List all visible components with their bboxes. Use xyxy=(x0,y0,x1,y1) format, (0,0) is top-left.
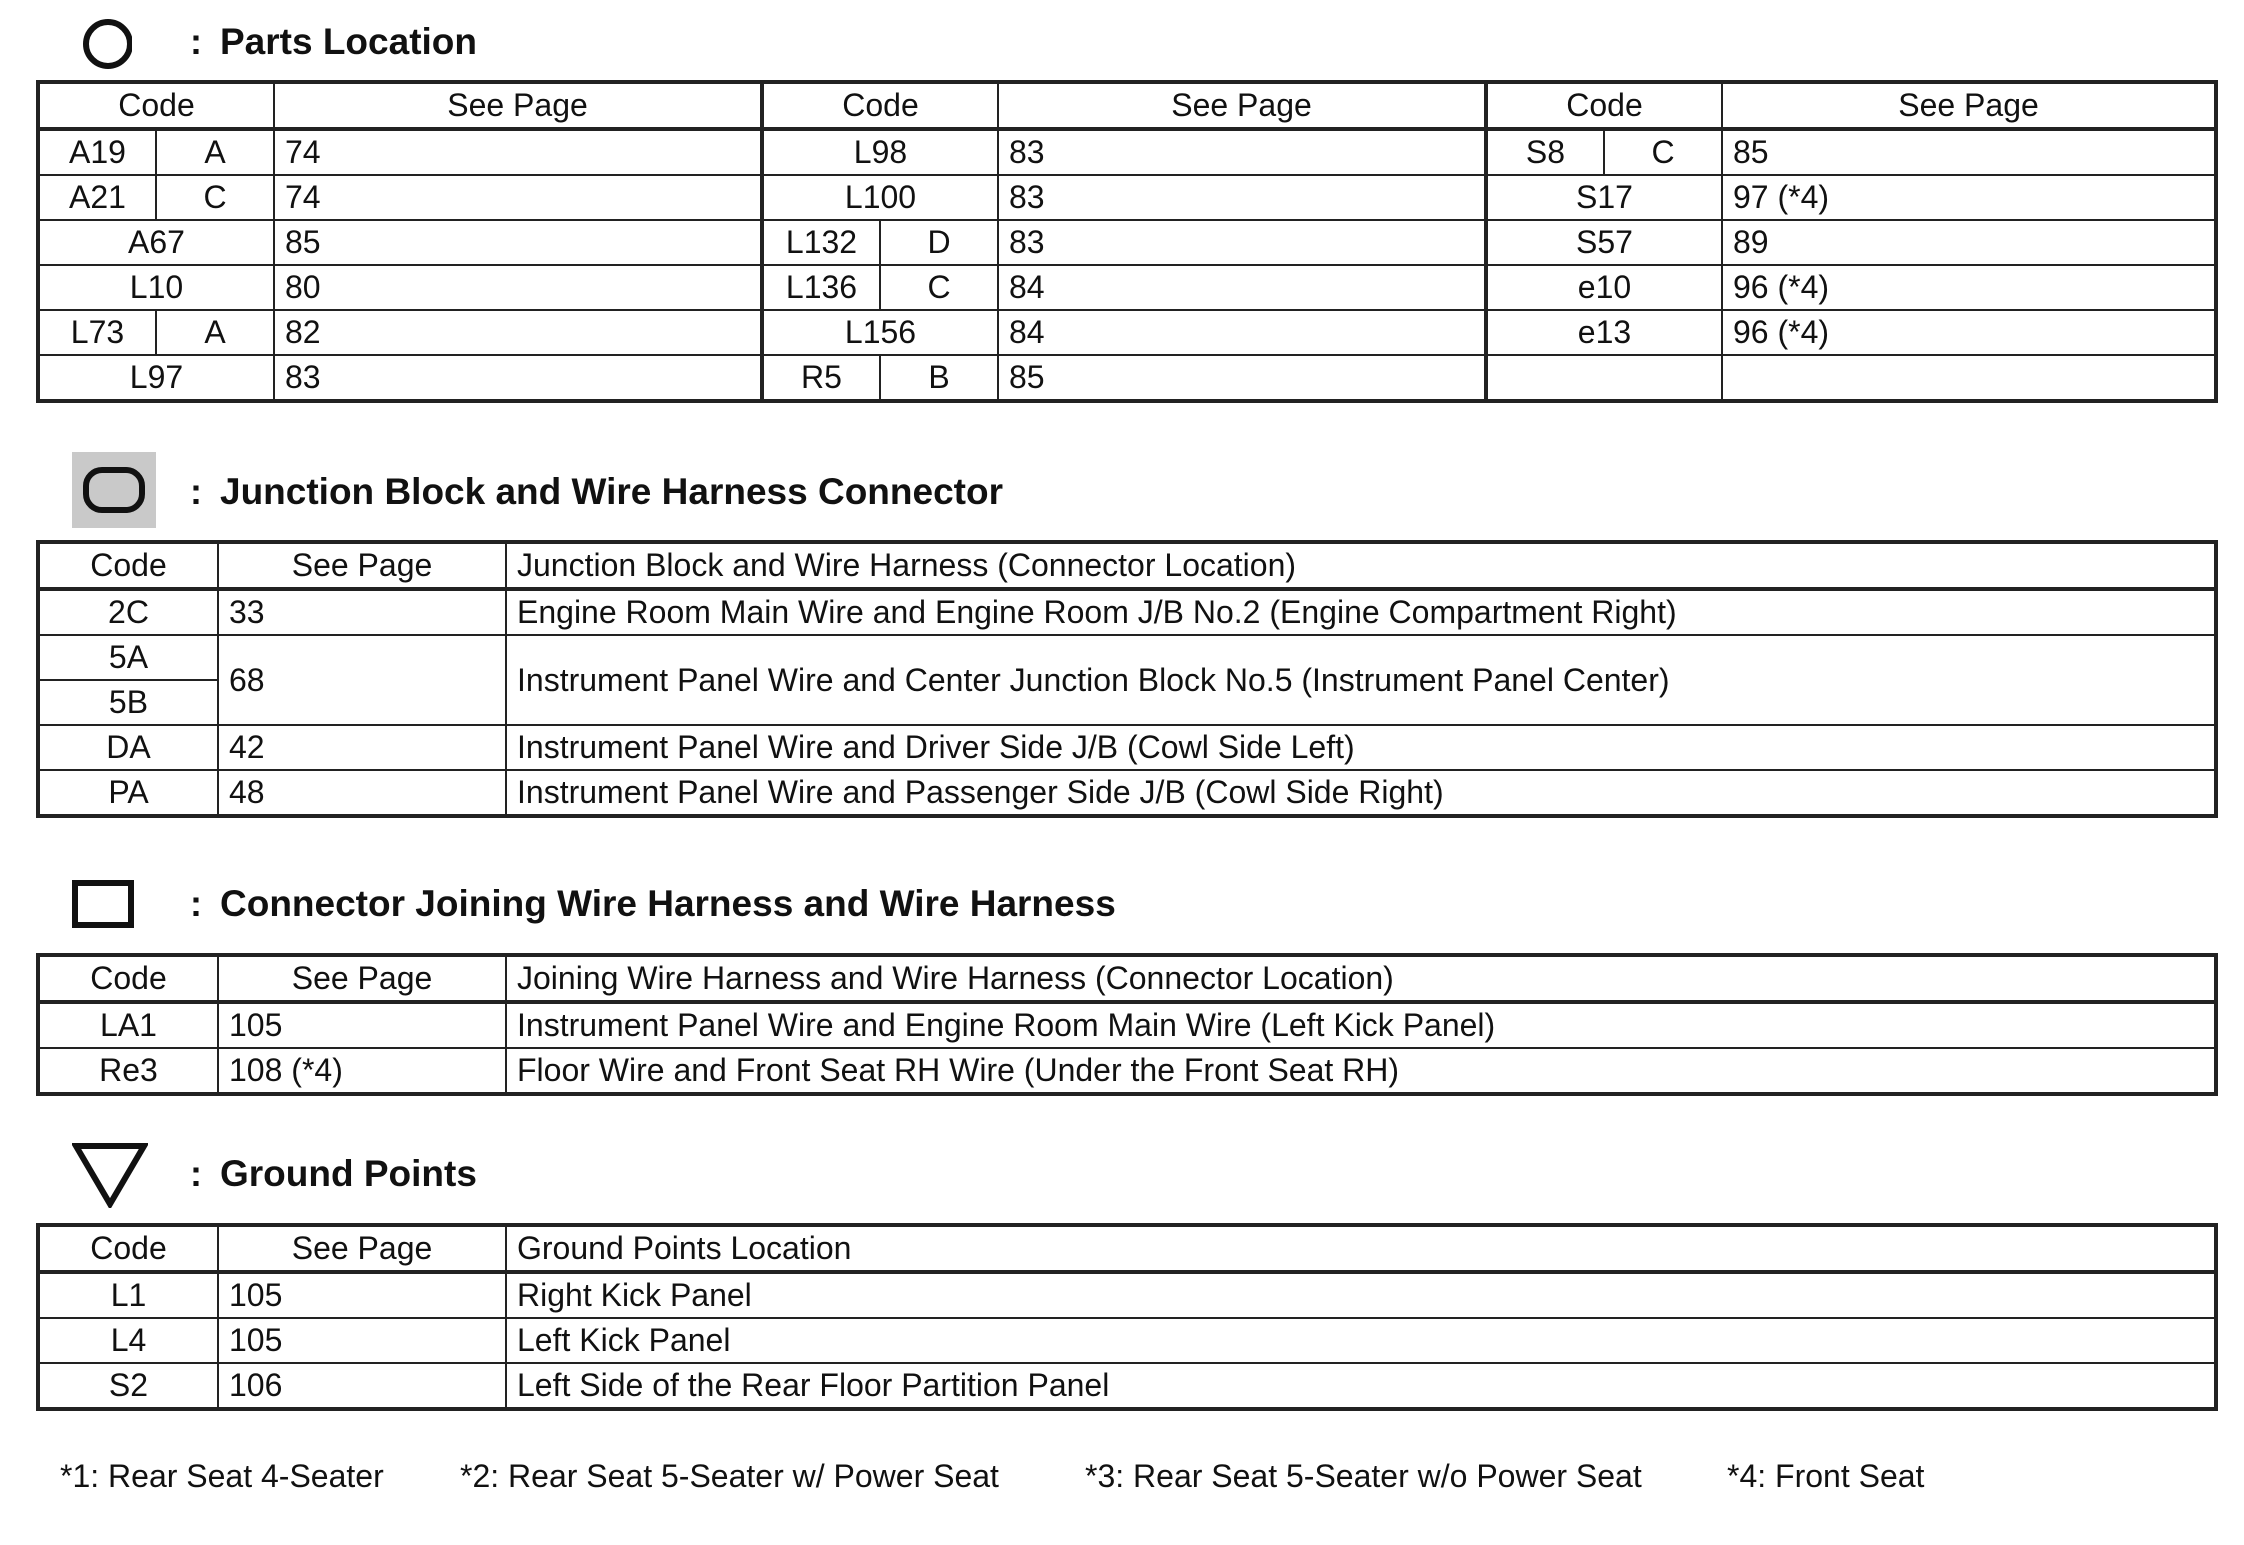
sub-code-cell: A xyxy=(156,129,274,175)
page-cell: 48 xyxy=(218,770,506,816)
header-description: Ground Points Location xyxy=(506,1225,2216,1272)
code-cell: L156 xyxy=(762,310,998,355)
page-cell xyxy=(1722,355,2216,401)
code-cell: L4 xyxy=(38,1318,218,1363)
heading-colon: : xyxy=(190,21,202,62)
footnote: *1: Rear Seat 4-Seater xyxy=(60,1458,384,1494)
code-cell: L98 xyxy=(762,129,998,175)
table-header xyxy=(38,955,2216,1002)
heading-colon: : xyxy=(190,471,202,512)
table-row xyxy=(38,770,2216,816)
page-cell: 80 xyxy=(274,265,762,310)
page-cell: 105 xyxy=(218,1318,506,1363)
table-row xyxy=(38,310,2216,355)
description-cell: Engine Room Main Wire and Engine Room J/B No.2 (Engine Compartment Right) xyxy=(506,589,2216,635)
footnote: *3: Rear Seat 5-Seater w/o Power Seat xyxy=(1085,1458,1642,1494)
header-code: Code xyxy=(1486,82,1722,129)
table-row xyxy=(38,1002,2216,1048)
code-cell: 2C xyxy=(38,589,218,635)
page-cell: 82 xyxy=(274,310,762,355)
description-cell: Floor Wire and Front Seat RH Wire (Under the Front Seat RH) xyxy=(506,1048,2216,1094)
header-code: Code xyxy=(762,82,998,129)
connector-joining-table xyxy=(36,953,2218,1096)
code-cell: Re3 xyxy=(38,1048,218,1094)
table-row xyxy=(38,1048,2216,1094)
code-cell: DA xyxy=(38,725,218,770)
footnotes xyxy=(60,1458,1924,1495)
junction-block-heading xyxy=(0,452,1003,532)
page-cell: 68 xyxy=(218,635,506,725)
table-row xyxy=(38,725,2216,770)
page-cell: 96 (*4) xyxy=(1722,310,2216,355)
heading-colon: : xyxy=(190,883,202,924)
page-cell: 83 xyxy=(274,355,762,401)
page-cell: 74 xyxy=(274,175,762,220)
code-cell: L132 xyxy=(762,220,880,265)
table-row xyxy=(38,175,2216,220)
page-cell: 85 xyxy=(998,355,1486,401)
page-cell: 89 xyxy=(1722,220,2216,265)
page-cell: 33 xyxy=(218,589,506,635)
table-row xyxy=(38,1318,2216,1363)
code-cell: e10 xyxy=(1486,265,1722,310)
page-cell: 96 (*4) xyxy=(1722,265,2216,310)
page-cell: 83 xyxy=(998,175,1486,220)
header-description: Junction Block and Wire Harness (Connector Location) xyxy=(506,542,2216,589)
description-cell: Instrument Panel Wire and Center Junction Block No.5 (Instrument Panel Center) xyxy=(506,635,2216,725)
code-cell: A67 xyxy=(38,220,274,265)
page-cell: 85 xyxy=(274,220,762,265)
connector-joining-heading xyxy=(0,864,1116,944)
table-row xyxy=(38,220,2216,265)
sub-code-cell: C xyxy=(880,265,998,310)
section-title: Junction Block and Wire Harness Connector xyxy=(220,471,1003,512)
code-cell: e13 xyxy=(1486,310,1722,355)
page-cell: 74 xyxy=(274,129,762,175)
description-cell: Left Side of the Rear Floor Partition Panel xyxy=(506,1363,2216,1409)
header-description: Joining Wire Harness and Wire Harness (Connector Location) xyxy=(506,955,2216,1002)
code-cell xyxy=(1486,355,1722,401)
table-row xyxy=(38,129,2216,175)
page-cell: 83 xyxy=(998,129,1486,175)
heading-colon: : xyxy=(190,1153,202,1194)
sub-code-cell: B xyxy=(880,355,998,401)
table-row xyxy=(38,635,2216,680)
table-row xyxy=(38,355,2216,401)
code-cell: L10 xyxy=(38,265,274,310)
header-see-page: See Page xyxy=(218,955,506,1002)
page-cell: 106 xyxy=(218,1363,506,1409)
code-cell: S8 xyxy=(1486,129,1604,175)
table-row xyxy=(38,1363,2216,1409)
header-see-page: See Page xyxy=(218,542,506,589)
parts-location-table xyxy=(36,80,2218,403)
parts-location-heading xyxy=(0,2,477,82)
page-cell: 83 xyxy=(998,220,1486,265)
code-cell: S57 xyxy=(1486,220,1722,265)
code-cell: L1 xyxy=(38,1272,218,1318)
description-cell: Left Kick Panel xyxy=(506,1318,2216,1363)
code-cell: A21 xyxy=(38,175,156,220)
description-cell: Right Kick Panel xyxy=(506,1272,2216,1318)
page-cell: 85 xyxy=(1722,129,2216,175)
page-cell: 97 (*4) xyxy=(1722,175,2216,220)
page-cell: 42 xyxy=(218,725,506,770)
table-header xyxy=(38,1225,2216,1272)
table-row xyxy=(38,265,2216,310)
page-cell: 105 xyxy=(218,1272,506,1318)
description-cell: Instrument Panel Wire and Engine Room Main Wire (Left Kick Panel) xyxy=(506,1002,2216,1048)
table-row xyxy=(38,589,2216,635)
ground-points-table xyxy=(36,1223,2218,1411)
page-cell: 108 (*4) xyxy=(218,1048,506,1094)
table-header xyxy=(38,542,2216,589)
code-cell: PA xyxy=(38,770,218,816)
header-code: Code xyxy=(38,1225,218,1272)
code-cell: R5 xyxy=(762,355,880,401)
code-cell: A19 xyxy=(38,129,156,175)
section-title: Connector Joining Wire Harness and Wire Harness xyxy=(220,883,1116,924)
section-title: Parts Location xyxy=(220,21,477,62)
code-cell: L97 xyxy=(38,355,274,401)
description-cell: Instrument Panel Wire and Driver Side J/B (Cowl Side Left) xyxy=(506,725,2216,770)
header-see-page: See Page xyxy=(274,82,762,129)
junction-block-table xyxy=(36,540,2218,818)
code-cell: S2 xyxy=(38,1363,218,1409)
table-row xyxy=(38,1272,2216,1318)
code-cell: L73 xyxy=(38,310,156,355)
sub-code-cell: C xyxy=(156,175,274,220)
code-cell: 5B xyxy=(38,680,218,725)
sub-code-cell: D xyxy=(880,220,998,265)
header-code: Code xyxy=(38,542,218,589)
page-cell: 105 xyxy=(218,1002,506,1048)
sub-code-cell: A xyxy=(156,310,274,355)
header-see-page: See Page xyxy=(998,82,1486,129)
code-cell: S17 xyxy=(1486,175,1722,220)
footnote: *2: Rear Seat 5-Seater w/ Power Seat xyxy=(460,1458,999,1494)
table-header xyxy=(38,82,2216,129)
page-cell: 84 xyxy=(998,310,1486,355)
description-cell: Instrument Panel Wire and Passenger Side J/B (Cowl Side Right) xyxy=(506,770,2216,816)
code-cell: LA1 xyxy=(38,1002,218,1048)
code-cell: L136 xyxy=(762,265,880,310)
code-cell: L100 xyxy=(762,175,998,220)
header-see-page: See Page xyxy=(218,1225,506,1272)
header-code: Code xyxy=(38,82,274,129)
ground-points-heading xyxy=(0,1134,477,1214)
section-title: Ground Points xyxy=(220,1153,477,1194)
header-see-page: See Page xyxy=(1722,82,2216,129)
page-cell: 84 xyxy=(998,265,1486,310)
header-code: Code xyxy=(38,955,218,1002)
code-cell: 5A xyxy=(38,635,218,680)
footnote: *4: Front Seat xyxy=(1727,1458,1925,1494)
sub-code-cell: C xyxy=(1604,129,1722,175)
